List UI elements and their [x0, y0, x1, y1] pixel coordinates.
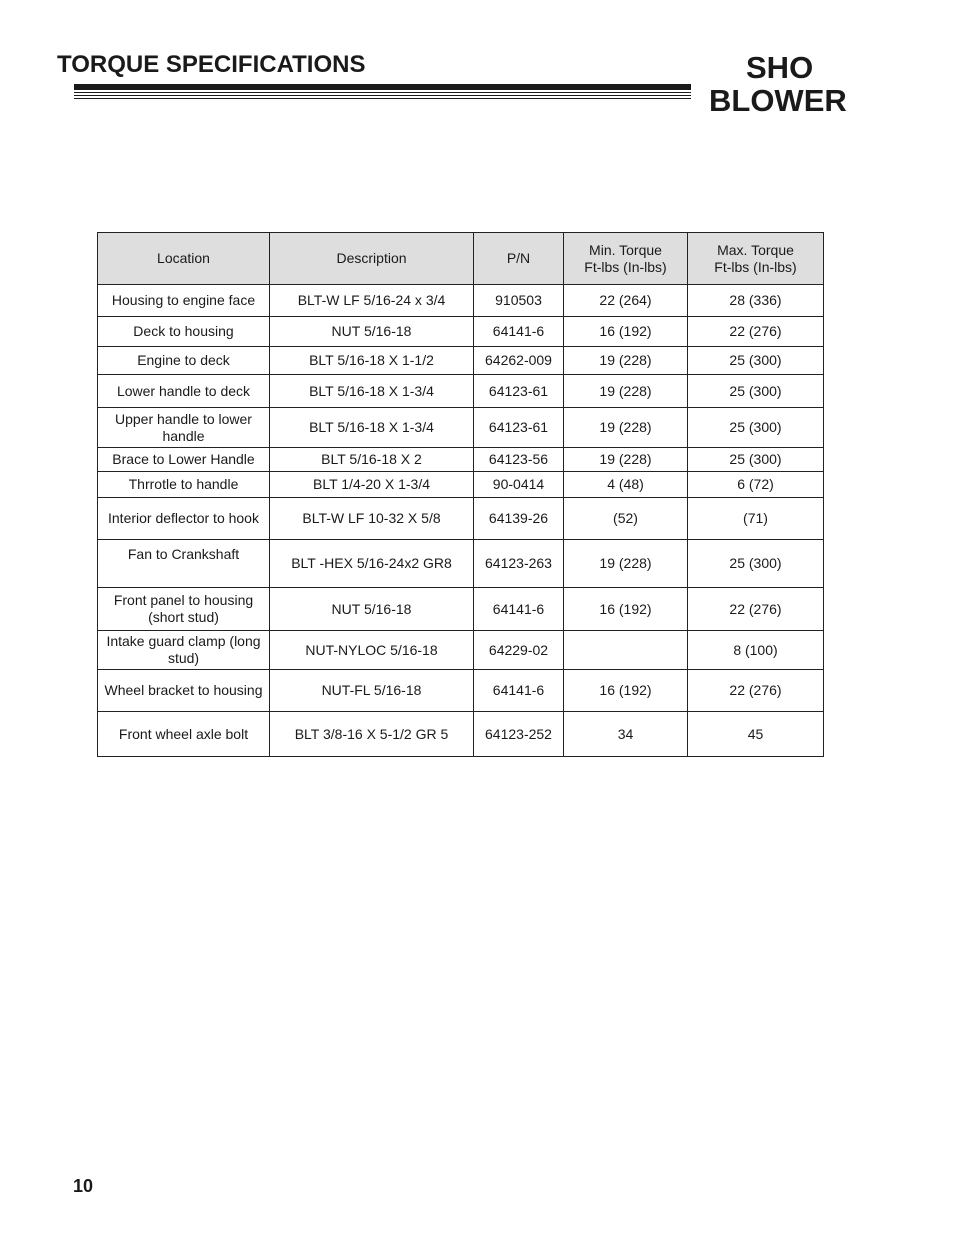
- cell-min-torque: 16 (192): [564, 670, 688, 712]
- header-max-torque-line2: Ft-lbs (In-lbs): [714, 258, 797, 275]
- table-row: [98, 375, 824, 408]
- cell-location: Lower handle to deck: [98, 375, 270, 408]
- cell-location: Upper handle to lower handle: [98, 408, 270, 448]
- cell-min-torque: 19 (228): [564, 408, 688, 448]
- cell-max-torque: 28 (336): [688, 285, 824, 317]
- cell-location: Deck to housing: [98, 317, 270, 347]
- cell-min-torque: 19 (228): [564, 347, 688, 375]
- header-rule-thick: [74, 84, 691, 90]
- cell-max-torque: 22 (276): [688, 670, 824, 712]
- cell-max-torque: 25 (300): [688, 448, 824, 472]
- cell-max-torque: 6 (72): [688, 472, 824, 498]
- cell-max-torque: 8 (100): [688, 631, 824, 670]
- cell-pn: 90-0414: [474, 472, 564, 498]
- cell-description: BLT-W LF 10-32 X 5/8: [270, 498, 474, 540]
- header-min-torque-line1: Min. Torque: [589, 241, 662, 258]
- cell-max-torque: 22 (276): [688, 317, 824, 347]
- table-row: [98, 712, 824, 757]
- cell-pn: 64141-6: [474, 670, 564, 712]
- cell-min-torque: (52): [564, 498, 688, 540]
- cell-pn: 64123-61: [474, 408, 564, 448]
- cell-min-torque: 19 (228): [564, 375, 688, 408]
- cell-max-torque: (71): [688, 498, 824, 540]
- table-row: [98, 631, 824, 670]
- cell-min-torque: 19 (228): [564, 448, 688, 472]
- cell-pn: 64123-263: [474, 540, 564, 588]
- table-row: [98, 472, 824, 498]
- cell-min-torque: 16 (192): [564, 317, 688, 347]
- cell-min-torque: 22 (264): [564, 285, 688, 317]
- header-min-torque-line2: Ft-lbs (In-lbs): [584, 258, 667, 275]
- cell-location: Wheel bracket to housing: [98, 670, 270, 712]
- cell-location: Engine to deck: [98, 347, 270, 375]
- cell-location: Thrrotle to handle: [98, 472, 270, 498]
- cell-description: BLT 3/8-16 X 5-1/2 GR 5: [270, 712, 474, 757]
- cell-min-torque: [564, 631, 688, 670]
- cell-location: Housing to engine face: [98, 285, 270, 317]
- cell-location: Fan to Crankshaft: [98, 540, 270, 588]
- cell-pn: 64123-252: [474, 712, 564, 757]
- cell-min-torque: 4 (48): [564, 472, 688, 498]
- cell-min-torque: 16 (192): [564, 588, 688, 631]
- header-rule: [74, 84, 691, 99]
- table-row: [98, 540, 824, 588]
- table-row: [98, 670, 824, 712]
- cell-location: Front panel to housing (short stud): [98, 588, 270, 631]
- product-title-line1: SHO: [746, 50, 814, 85]
- cell-location: Front wheel axle bolt: [98, 712, 270, 757]
- cell-pn: 64123-61: [474, 375, 564, 408]
- cell-description: NUT 5/16-18: [270, 317, 474, 347]
- cell-description: BLT 5/16-18 X 2: [270, 448, 474, 472]
- cell-pn: 64262-009: [474, 347, 564, 375]
- table-header-row: [98, 233, 824, 285]
- header-max-torque-line1: Max. Torque: [717, 241, 794, 258]
- cell-description: BLT -HEX 5/16-24x2 GR8: [270, 540, 474, 588]
- cell-pn: 64123-56: [474, 448, 564, 472]
- header-description: Description: [270, 233, 474, 285]
- table-row: [98, 588, 824, 631]
- cell-max-torque: 25 (300): [688, 347, 824, 375]
- cell-location: Interior deflector to hook: [98, 498, 270, 540]
- cell-description: NUT-FL 5/16-18: [270, 670, 474, 712]
- cell-max-torque: 22 (276): [688, 588, 824, 631]
- table-row: [98, 347, 824, 375]
- cell-description: BLT 5/16-18 X 1-1/2: [270, 347, 474, 375]
- cell-pn: 910503: [474, 285, 564, 317]
- cell-pn: 64139-26: [474, 498, 564, 540]
- product-title: [709, 51, 869, 117]
- cell-description: NUT 5/16-18: [270, 588, 474, 631]
- cell-pn: 64141-6: [474, 588, 564, 631]
- cell-min-torque: 34: [564, 712, 688, 757]
- cell-location: Brace to Lower Handle: [98, 448, 270, 472]
- cell-min-torque: 19 (228): [564, 540, 688, 588]
- table-row: [98, 408, 824, 448]
- cell-max-torque: 25 (300): [688, 408, 824, 448]
- header-min-torque: [564, 233, 688, 285]
- cell-description: BLT-W LF 5/16-24 x 3/4: [270, 285, 474, 317]
- table-row: [98, 285, 824, 317]
- header-max-torque: [688, 233, 824, 285]
- cell-max-torque: 25 (300): [688, 540, 824, 588]
- torque-spec-table: [97, 232, 824, 757]
- cell-description: NUT-NYLOC 5/16-18: [270, 631, 474, 670]
- cell-pn: 64141-6: [474, 317, 564, 347]
- table-row: [98, 448, 824, 472]
- cell-description: BLT 5/16-18 X 1-3/4: [270, 408, 474, 448]
- cell-location: Intake guard clamp (long stud): [98, 631, 270, 670]
- header-rule-thin-3: [74, 98, 691, 99]
- table-row: [98, 498, 824, 540]
- header-rule-thin-1: [74, 92, 691, 93]
- cell-pn: 64229-02: [474, 631, 564, 670]
- header-rule-thin-2: [74, 95, 691, 96]
- cell-description: BLT 5/16-18 X 1-3/4: [270, 375, 474, 408]
- section-title: TORQUE SPECIFICATIONS: [57, 51, 366, 78]
- header-location: Location: [98, 233, 270, 285]
- cell-description: BLT 1/4-20 X 1-3/4: [270, 472, 474, 498]
- cell-max-torque: 25 (300): [688, 375, 824, 408]
- table-row: [98, 317, 824, 347]
- cell-max-torque: 45: [688, 712, 824, 757]
- product-title-line2: BLOWER: [709, 83, 847, 118]
- header-pn: P/N: [474, 233, 564, 285]
- page-number: 10: [73, 1176, 94, 1196]
